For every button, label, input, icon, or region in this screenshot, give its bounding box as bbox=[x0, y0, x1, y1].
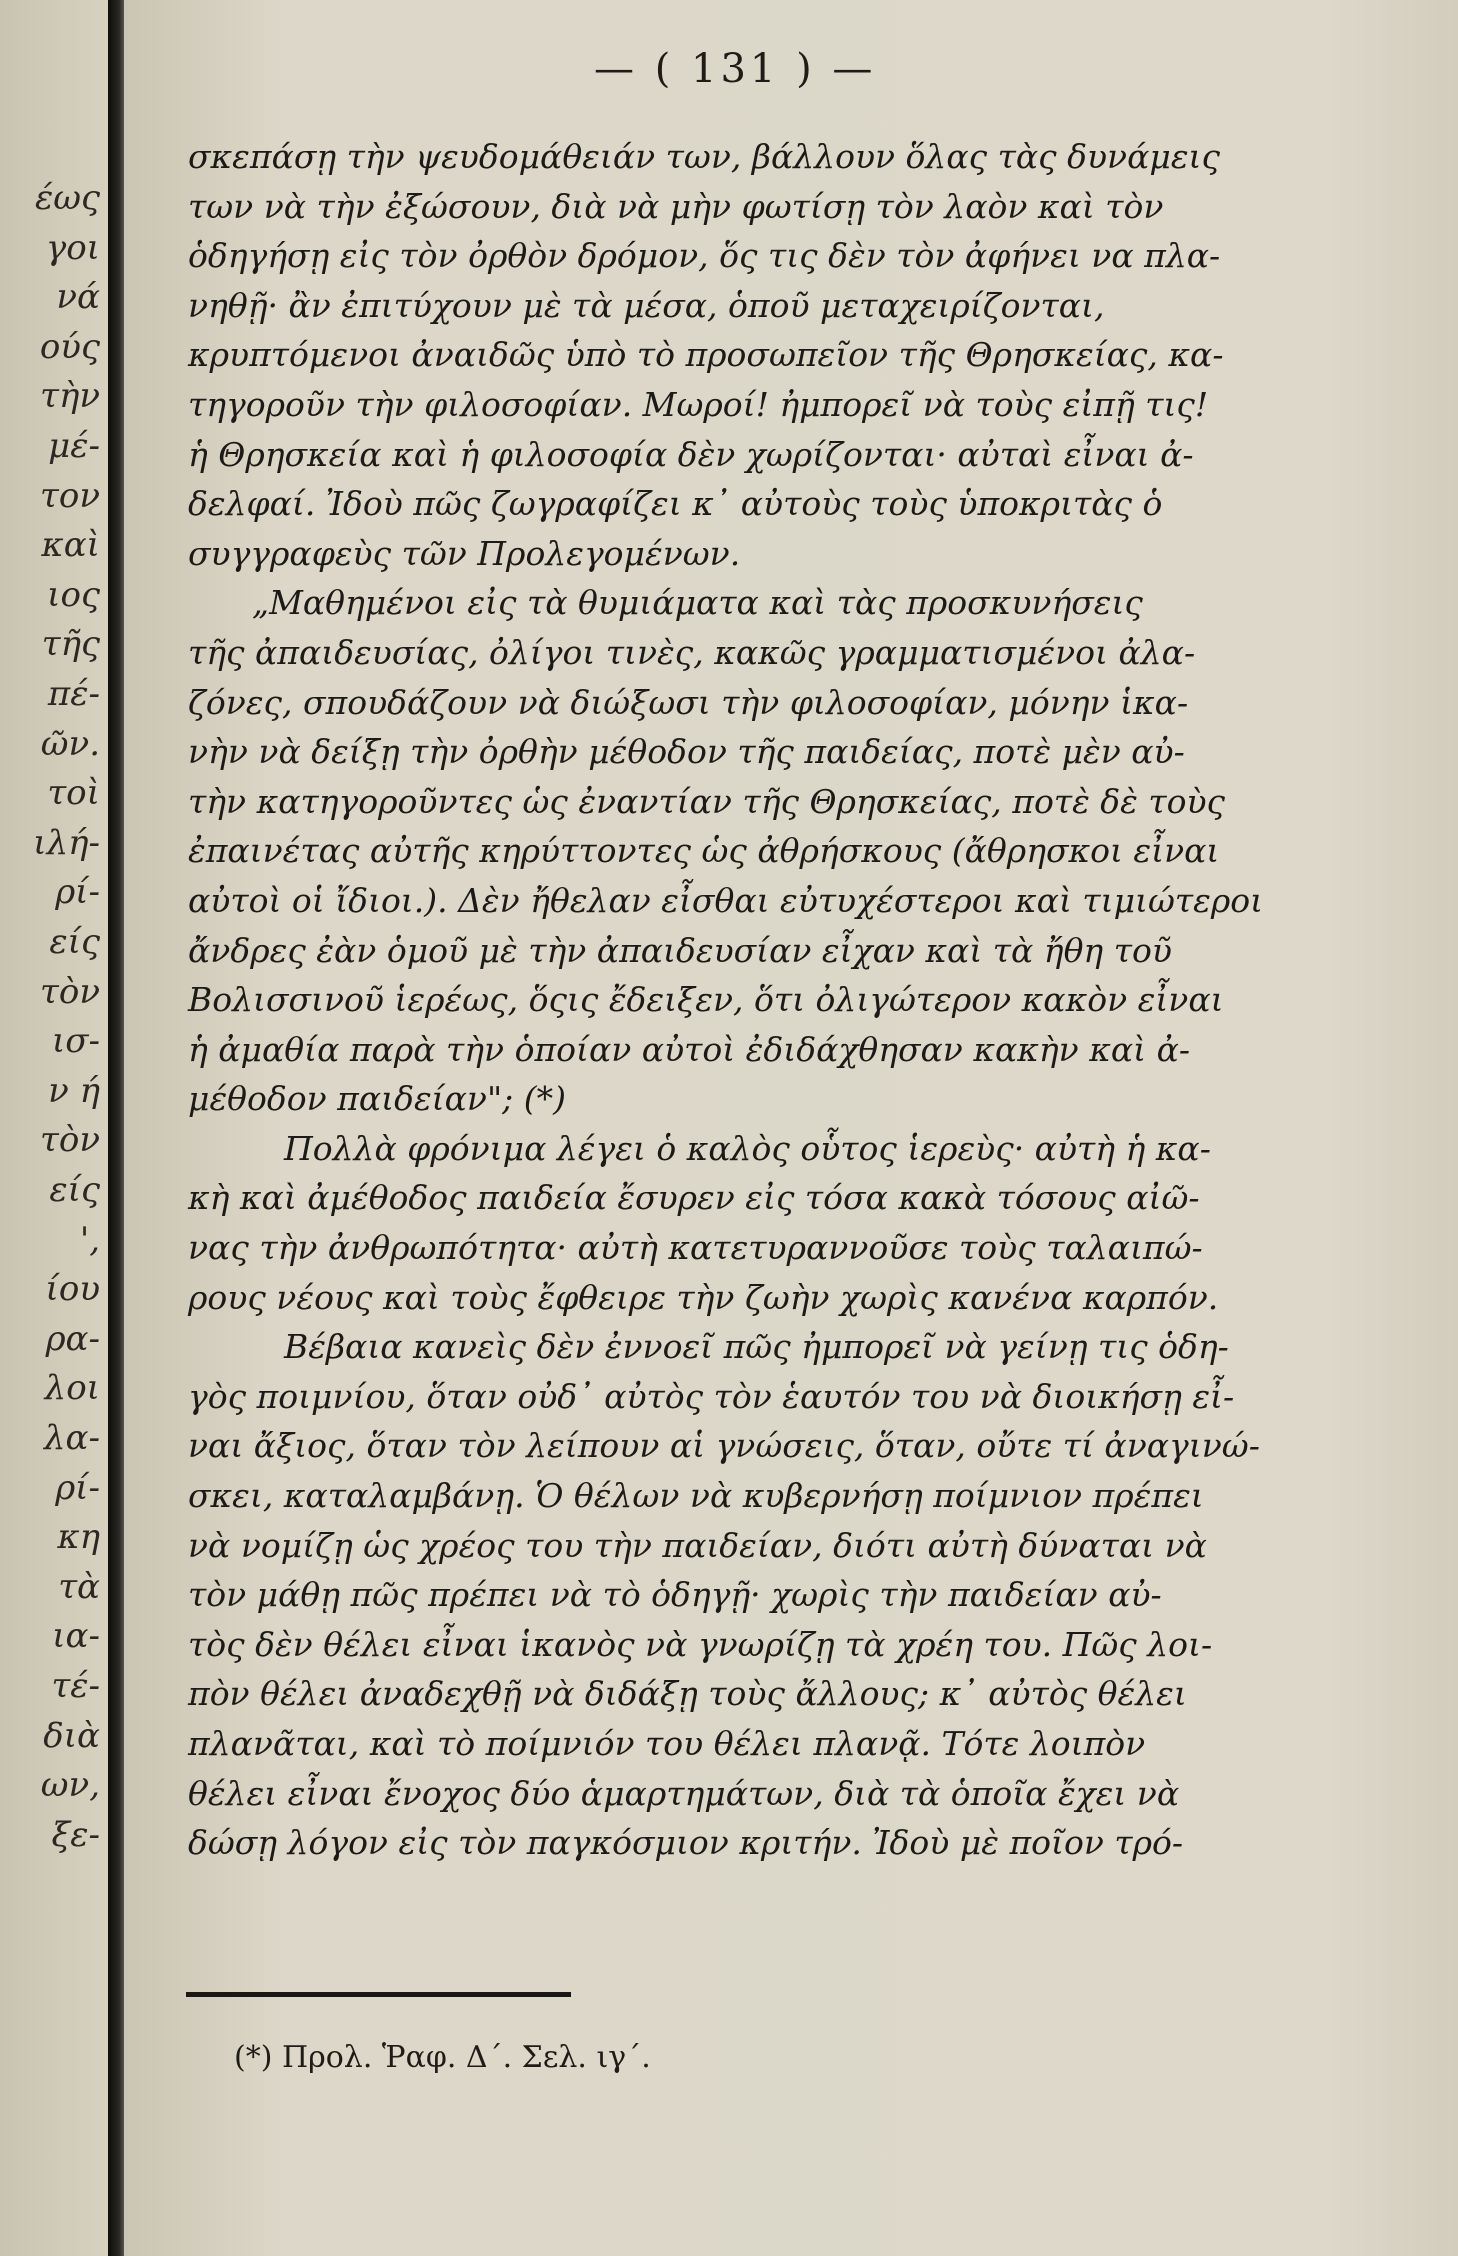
prev-page-fragment: ιλή- bbox=[33, 822, 100, 863]
text-line: γὸς ποιμνίου, ὅταν οὐδ᾽ αὐτὸς τὸν ἑαυτόν του νὰ διοικήσῃ εἶ- bbox=[188, 1376, 1235, 1416]
text-line: αὐτοὶ οἱ ἴδιοι.). Δὲν ἤθελαν εἶσθαι εὐτυχέστεροι καὶ τιμιώτεροι bbox=[188, 880, 1264, 920]
text-line: τηγοροῦν τὴν φιλοσοφίαν. Μωροί! ἠμπορεῖ νὰ τοὺς εἰπῇ τις! bbox=[188, 384, 1209, 424]
prev-page-fragment: ισ- bbox=[51, 1021, 100, 1062]
text-line: συγγραφεὺς τῶν Προλεγομένων. bbox=[188, 533, 741, 573]
prev-page-fragment: λοι bbox=[44, 1368, 100, 1409]
prev-page-fragment: ρί- bbox=[55, 872, 100, 913]
footnote: (*) Προλ. Ῥαφ. Δ΄. Σελ. ιγ΄. bbox=[234, 2040, 651, 2075]
prev-page-fragment: ν ή bbox=[48, 1070, 100, 1111]
text-line: κὴ καὶ ἀμέθοδος παιδεία ἔσυρεν εἰς τόσα κακὰ τόσους αἰῶ- bbox=[188, 1178, 1200, 1218]
prev-page-fragment: ιος bbox=[47, 574, 100, 615]
prev-page-fragment: μέ- bbox=[48, 426, 100, 466]
text-line: ναι ἄξιος, ὅταν τὸν λείπουν αἱ γνώσεις, ὅταν, οὔτε τί ἀναγινώ- bbox=[188, 1426, 1260, 1466]
text-line: πὸν θέλει ἀναδεχθῇ νὰ διδάξῃ τοὺς ἄλλους; κ᾽ αὐτὸς θέλει bbox=[188, 1674, 1187, 1714]
text-line: νηθῇ· ἂν ἐπιτύχουν μὲ τὰ μέσα, ὁποῦ μεταχειρίζονται, bbox=[188, 285, 1105, 325]
text-line: μέθοδον παιδείαν"; (*) bbox=[188, 1079, 566, 1119]
prev-page-fragment: είς bbox=[49, 922, 100, 962]
text-line: δώσῃ λόγον εἰς τὸν παγκόσμιον κριτήν. Ἰδοὺ μὲ ποῖον τρό- bbox=[188, 1823, 1184, 1863]
text-line: ἡ ἀμαθία παρὰ τὴν ὁποίαν αὐτοὶ ἐδιδάχθησαν κακὴν καὶ ἀ- bbox=[188, 1029, 1191, 1069]
text-line: κρυπτόμενοι ἀναιδῶς ὑπὸ τὸ προσωπεῖον τῆς Θρησκείας, κα- bbox=[188, 335, 1224, 375]
text-line: Βολισσινοῦ ἱερέως, ὅςις ἔδειξεν, ὅτι ὀλιγώτερον κακὸν εἶναι bbox=[188, 980, 1224, 1020]
prev-page-fragment: ρα- bbox=[45, 1318, 100, 1359]
prev-page-fragment: τὸν bbox=[40, 971, 100, 1012]
prev-page-fragment: τον bbox=[40, 475, 100, 516]
prev-page-fragment: τοὶ bbox=[47, 773, 100, 814]
text-line: τὸν μάθῃ πῶς πρέπει νὰ τὸ ὁδηγῇ· χωρὶς τὴν παιδείαν αὐ- bbox=[188, 1575, 1162, 1615]
prev-page-fragment: ρί- bbox=[55, 1467, 100, 1508]
text-line: δελφαί. Ἰδοὺ πῶς ζωγραφίζει κ᾽ αὐτοὺς τοὺς ὑποκριτὰς ὁ bbox=[188, 484, 1163, 524]
prev-page-fragment: γοι bbox=[45, 227, 100, 268]
text-line: „Μαθημένοι εἰς τὰ θυμιάματα καὶ τὰς προσκυνήσεις bbox=[252, 583, 1143, 623]
text-line: Πολλὰ φρόνιμα λέγει ὁ καλὸς οὗτος ἱερεὺς· αὐτὴ ἡ κα- bbox=[284, 1128, 1211, 1168]
prev-page-fragment: ', bbox=[79, 1219, 100, 1260]
prev-page-fragment: νά bbox=[56, 277, 100, 318]
text-line: Βέβαια κανεὶς δὲν ἐννοεῖ πῶς ἠμπορεῖ νὰ γείνῃ τις ὁδη- bbox=[284, 1327, 1229, 1367]
prev-page-fragment: τὴν bbox=[40, 376, 100, 417]
prev-page-fragment: πέ- bbox=[47, 674, 100, 714]
text-line: ζόνες, σπουδάζουν νὰ διώξωσι τὴν φιλοσοφίαν, μόνην ἱκα- bbox=[188, 682, 1189, 722]
text-line: τὴν κατηγοροῦντες ὡς ἐναντίαν τῆς Θρησκείας, ποτὲ δὲ τοὺς bbox=[188, 781, 1226, 821]
text-line: σκει, καταλαμβάνῃ. Ὁ θέλων νὰ κυβερνήσῃ ποίμνιον πρέπει bbox=[188, 1476, 1204, 1516]
prev-page-fragment: είς bbox=[49, 1170, 100, 1210]
prev-page-fragment: καὶ bbox=[41, 525, 100, 566]
prev-page-fragment: έως bbox=[34, 178, 100, 218]
prev-page-fragment: ξε- bbox=[51, 1814, 100, 1855]
body-text bbox=[188, 132, 1448, 1868]
footnote-rule bbox=[186, 1992, 571, 1997]
text-line: ἄνδρες ἐὰν ὁμοῦ μὲ τὴν ἀπαιδευσίαν εἶχαν καὶ τὰ ἤθη τοῦ bbox=[188, 930, 1172, 970]
prev-page-fragment: τέ- bbox=[51, 1666, 100, 1706]
text-line: των νὰ τὴν ἐξώσουν, διὰ νὰ μὴν φωτίσῃ τὸν λαὸν καὶ τὸν bbox=[188, 186, 1164, 226]
text-line: ἐπαινέτας αὐτῆς κηρύττοντες ὡς ἀθρήσκους (ἄθρησκοι εἶναι bbox=[188, 831, 1220, 871]
prev-page-fragment: ων, bbox=[40, 1765, 100, 1806]
book-page bbox=[124, 0, 1458, 2256]
text-line: ὁδηγήσῃ εἰς τὸν ὀρθὸν δρόμον, ὅς τις δὲν τὸν ἀφήνει να πλα- bbox=[188, 236, 1221, 276]
text-line: πλανᾶται, καὶ τὸ ποίμνιόν του θέλει πλανᾷ. Τότε λοιπὸν bbox=[188, 1724, 1146, 1763]
prev-page-fragment: ια- bbox=[52, 1616, 100, 1657]
book-gutter bbox=[108, 0, 124, 2256]
text-line: σκεπάσῃ τὴν ψευδομάθειάν των, βάλλουν ὅλας τὰς δυνάμεις bbox=[188, 137, 1220, 176]
text-line: θέλει εἶναι ἔνοχος δύο ἁμαρτημάτων, διὰ τὰ ὁποῖα ἔχει νὰ bbox=[188, 1773, 1180, 1813]
text-line: τὸς δὲν θέλει εἶναι ἱκανὸς νὰ γνωρίζῃ τὰ χρέη του. Πῶς λοι- bbox=[188, 1624, 1213, 1664]
prev-page-fragment: τὰ bbox=[58, 1566, 100, 1607]
prev-page-fragment: λα- bbox=[44, 1418, 100, 1458]
page-number: — ( 131 ) — bbox=[594, 46, 877, 92]
text-line: ἡ Θρησκεία καὶ ἡ φιλοσοφία δὲν χωρίζονται· αὐταὶ εἶναι ἀ- bbox=[188, 434, 1194, 474]
text-line: τῆς ἀπαιδευσίας, ὀλίγοι τινὲς, κακῶς γραμματισμένοι ἀλα- bbox=[188, 632, 1196, 672]
prev-page-fragment: τῆς bbox=[41, 624, 100, 665]
prev-page-fragment: τὸν bbox=[40, 1120, 100, 1161]
text-line: νὰ νομίζῃ ὡς χρέος του τὴν παιδείαν, διότι αὐτὴ δύναται νὰ bbox=[188, 1525, 1207, 1565]
prev-page-fragment: κη bbox=[57, 1517, 100, 1558]
prev-page-fragment: ῶν. bbox=[40, 723, 100, 764]
prev-page-fragment: ούς bbox=[39, 326, 100, 367]
previous-page-edge bbox=[0, 0, 108, 2256]
prev-page-fragment: ίου bbox=[45, 1269, 100, 1310]
text-line: ρους νέους καὶ τοὺς ἔφθειρε τὴν ζωὴν χωρὶς κανένα καρπόν. bbox=[188, 1277, 1219, 1317]
prev-page-fragment: διὰ bbox=[43, 1715, 100, 1756]
text-line: νας τὴν ἀνθρωπότητα· αὐτὴ κατετυραννοῦσε τοὺς ταλαιπώ- bbox=[188, 1228, 1203, 1268]
text-line: νὴν νὰ δείξῃ τὴν ὀρθὴν μέθοδον τῆς παιδείας, ποτὲ μὲν αὐ- bbox=[188, 732, 1185, 772]
